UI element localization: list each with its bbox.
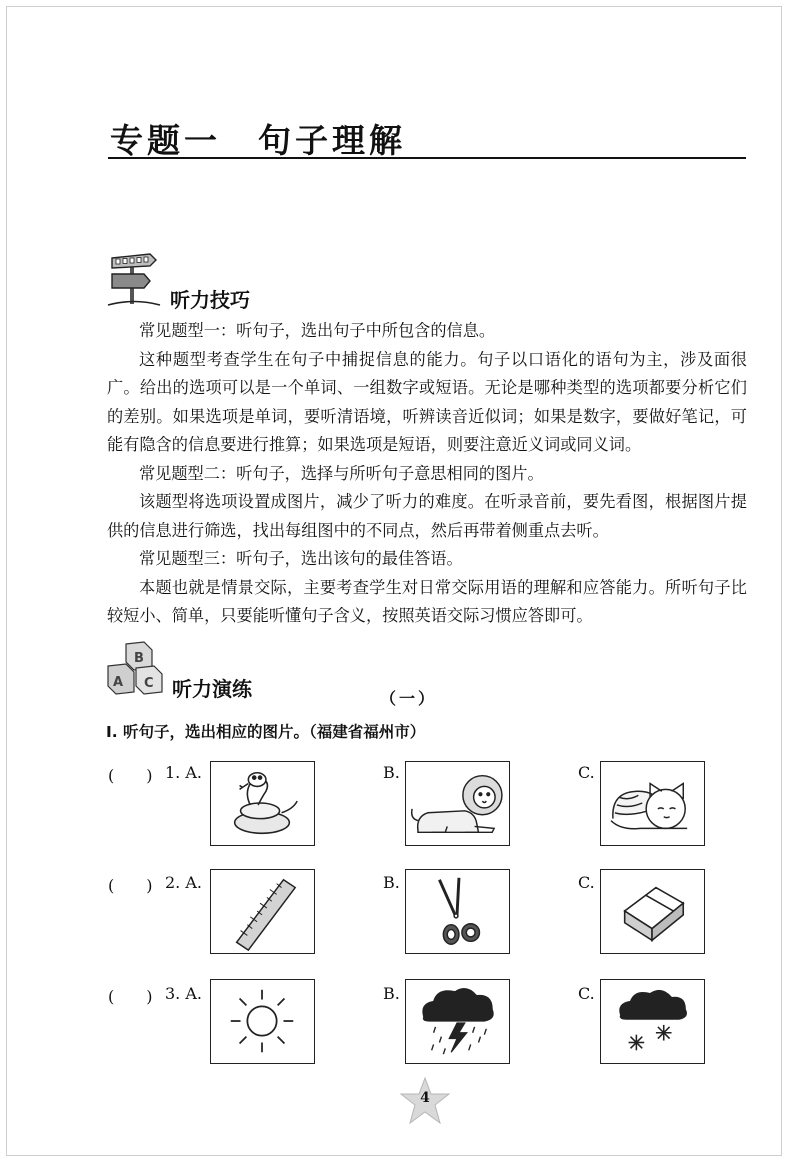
option-c-picture[interactable] [600, 761, 705, 846]
sun-icon [211, 980, 314, 1063]
question-number: 1. A. [165, 763, 202, 782]
svg-text:A: A [113, 675, 124, 690]
abc-blocks-icon [104, 640, 166, 698]
title-rule [108, 157, 746, 159]
option-a-picture[interactable] [210, 869, 315, 954]
page-title: 专题一 句子理解 [110, 121, 406, 160]
cat-icon [601, 762, 704, 845]
option-b-picture[interactable] [405, 869, 510, 954]
eraser-icon [601, 870, 704, 953]
snow-icon [601, 980, 704, 1063]
option-a-picture[interactable] [210, 761, 315, 846]
svg-text:C: C [144, 676, 154, 691]
option-c-picture[interactable] [600, 979, 705, 1064]
tips-paragraph: 该题型将选项设置成图片，减少了听力的难度。在听录音前，要先看图，根据图片提供的信息进行筛选，找出每组图中的不同点，然后再带着侧重点去听。 [107, 492, 747, 540]
option-label: C. [578, 763, 595, 782]
option-b-picture[interactable] [405, 761, 510, 846]
page-number: 4 [420, 1090, 430, 1106]
signpost-icon [104, 250, 164, 308]
scissors-icon [406, 870, 509, 953]
option-label: B. [383, 873, 400, 892]
question-number: 2. A. [165, 873, 202, 892]
tips-paragraph: 这种题型考查学生在句子中捕捉信息的能力。句子以口语化的语句为主，涉及面很广。给出的选项可以是一个单词、一组数字或短语。无论是哪种类型的选项都要分析它们的差别。如果选项是单词，要听清语境，听辨读音近似词；如果是数字，要做好笔记，可能有隐含的信息要进行推算；如果选项是短语，则要注意近义词或同义词。 [107, 349, 747, 454]
answer-blank[interactable]: ( ) [108, 876, 153, 895]
svg-text:B: B [134, 651, 144, 666]
tips-paragraph: 常见题型一：听句子，选出句子中所包含的信息。 [139, 321, 496, 340]
option-label: B. [383, 763, 400, 782]
answer-blank[interactable]: ( ) [108, 766, 153, 785]
practice-subheading: （一） [380, 689, 438, 708]
section-label-tips: 听力技巧 [170, 288, 250, 312]
option-label: B. [383, 984, 400, 1003]
answer-blank[interactable]: ( ) [108, 987, 153, 1006]
option-b-picture[interactable] [405, 979, 510, 1064]
question-instruction: I. 听句子，选出相应的图片。（福建省福州市） [106, 723, 426, 741]
option-label: C. [578, 984, 595, 1003]
option-c-picture[interactable] [600, 869, 705, 954]
section-label-practice: 听力演练 [172, 677, 252, 701]
lion-icon [406, 762, 509, 845]
tips-text [107, 317, 747, 631]
tips-paragraph: 常见题型三：听句子，选出该句的最佳答语。 [139, 549, 463, 568]
ruler-icon [211, 870, 314, 953]
tips-paragraph: 本题也就是情景交际，主要考查学生对日常交际用语的理解和应答能力。所听句子比较短小、简单，只要能听懂句子含义，按照英语交际习惯应答即可。 [107, 577, 747, 625]
snake-icon [211, 762, 314, 845]
question-number: 3. A. [165, 984, 202, 1003]
option-label: C. [578, 873, 595, 892]
tips-paragraph: 常见题型二：听句子，选择与所听句子意思相同的图片。 [139, 463, 544, 483]
option-a-picture[interactable] [210, 979, 315, 1064]
thunderstorm-icon [406, 980, 509, 1063]
